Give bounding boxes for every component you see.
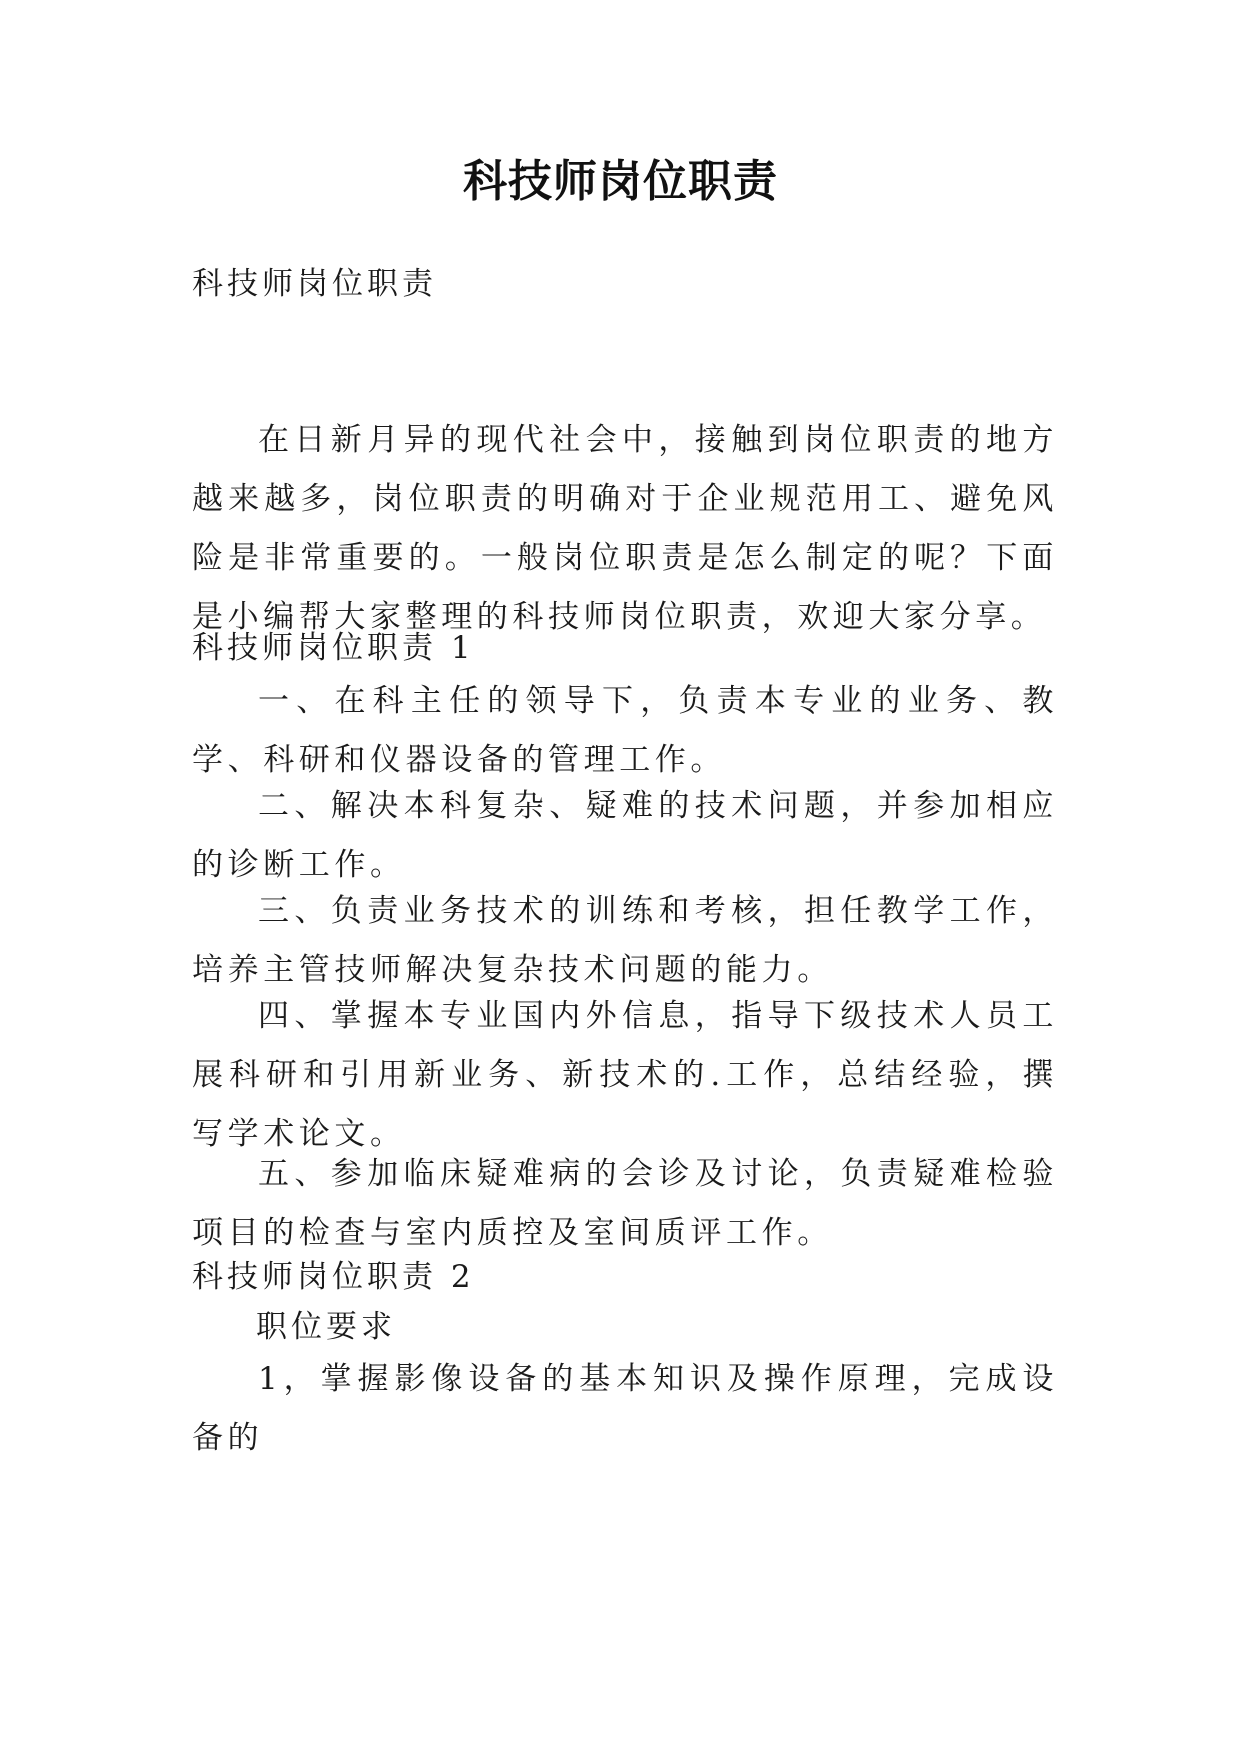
section-1-item-4: 四、掌握本专业国内外信息，指导下级技术人员工展科研和引用新业务、新技术的.工作，总结经验，撰写学术论文。: [192, 998, 1058, 1152]
intro-paragraph: 在日新月异的现代社会中，接触到岗位职责的地方越来越多，岗位职责的明确对于企业规范用工、避免风险是非常重要的。一般岗位职责是怎么制定的呢？下面是小编帮大家整理的科技师岗位职责，欢迎大家分享。: [192, 422, 1058, 635]
section-1-item-5: 五、参加临床疑难病的会诊及讨论，负责疑难检验项目的检查与室内质控及室间质评工作。: [192, 1156, 1058, 1251]
section-1-item-1: 一、在科主任的领导下，负责本专业的业务、教学、科研和仪器设备的管理工作。: [192, 683, 1058, 778]
section-1-heading: 科技师岗位职责 1: [192, 630, 475, 666]
section-1-item-3: 三、负责业务技术的训练和考核，担任教学工作，培养主管技师解决复杂技术问题的能力。: [192, 893, 1058, 988]
section-2-item-1: 1，掌握影像设备的基本知识及操作原理，完成设备的: [192, 1361, 1058, 1456]
section-2-heading: 科技师岗位职责 2: [192, 1259, 475, 1295]
section-1-item-2: 二、解决本科复杂、疑难的技术问题，并参加相应的诊断工作。: [192, 788, 1058, 883]
document-subtitle: 科技师岗位职责: [192, 266, 437, 302]
document-title: 科技师岗位职责: [463, 156, 778, 207]
section-2-subheading: 职位要求: [256, 1309, 396, 1345]
